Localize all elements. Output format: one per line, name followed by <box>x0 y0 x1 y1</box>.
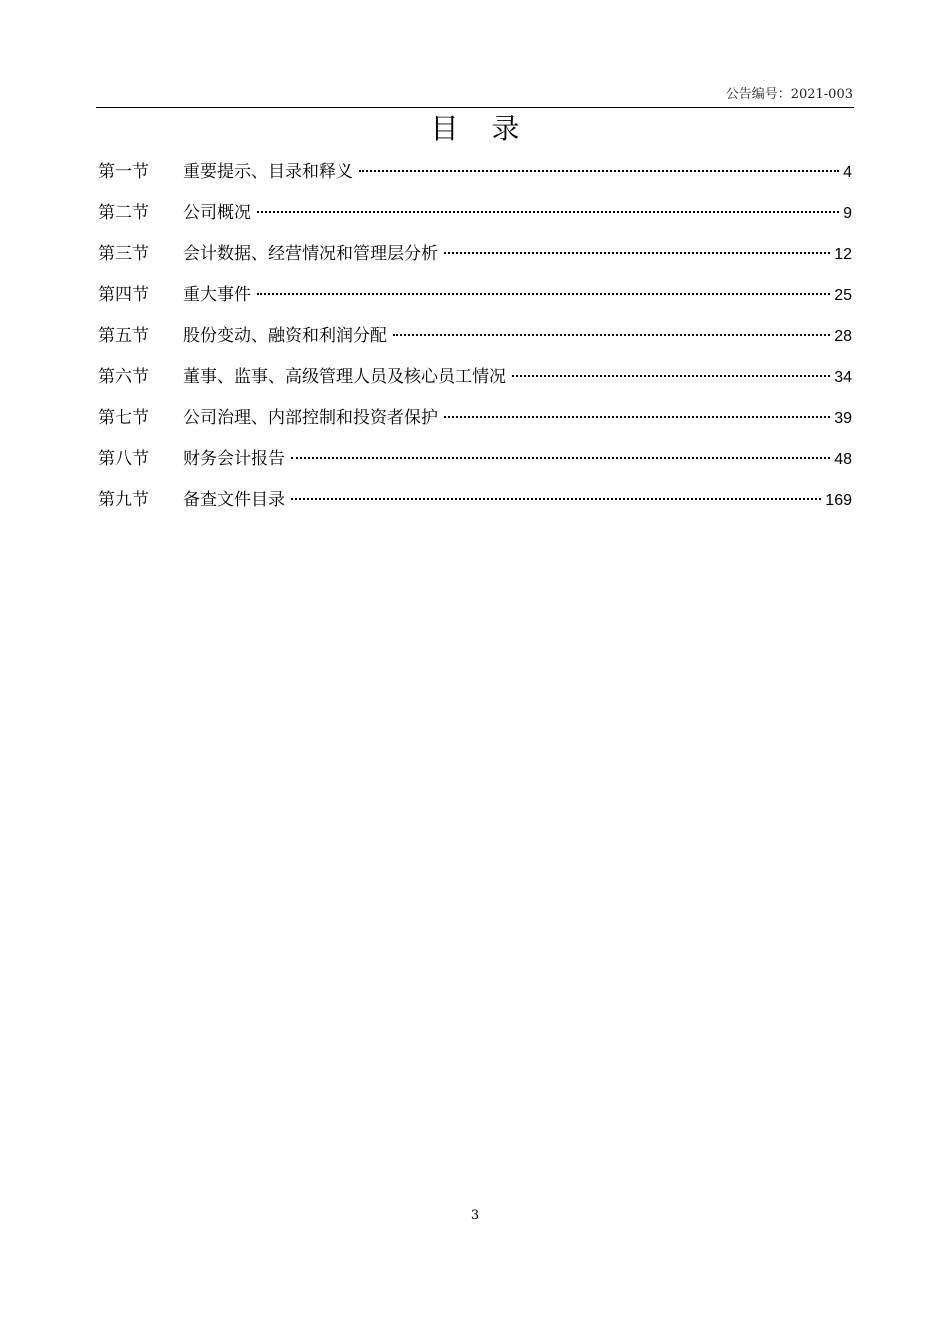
toc-section-label: 第三节 <box>98 244 149 264</box>
toc-title: 目 录 <box>430 112 532 145</box>
toc-item-3[interactable] <box>98 234 852 275</box>
header-rule <box>96 107 854 108</box>
toc-item-4[interactable] <box>98 275 852 316</box>
toc-item-6[interactable] <box>98 357 852 398</box>
toc-dot-leader <box>291 498 821 500</box>
toc-dot-leader <box>291 457 830 459</box>
toc-section-label: 第六节 <box>98 367 149 387</box>
toc-section-label: 第八节 <box>98 449 149 469</box>
toc-page-number: 39 <box>834 410 852 427</box>
toc-item-1[interactable] <box>98 152 852 193</box>
toc-dot-leader <box>257 211 839 213</box>
toc-page-number: 4 <box>843 164 852 181</box>
toc-page-number: 28 <box>834 328 852 345</box>
toc-section-title: 重大事件 <box>183 285 251 305</box>
toc-page-number: 34 <box>834 369 852 386</box>
toc-section-title: 公司概况 <box>183 203 251 223</box>
toc-section-label: 第五节 <box>98 326 149 346</box>
toc-section-title: 股份变动、融资和利润分配 <box>183 326 387 346</box>
toc-section-label: 第九节 <box>98 490 149 510</box>
toc-item-7[interactable] <box>98 398 852 439</box>
document-number: 公告编号：2021-003 <box>725 87 853 102</box>
toc-section-title: 重要提示、目录和释义 <box>183 162 353 182</box>
toc-page-number: 12 <box>834 246 852 263</box>
toc-dot-leader <box>444 416 830 418</box>
toc-dot-leader <box>444 252 830 254</box>
toc-dot-leader <box>359 170 839 172</box>
toc-item-9[interactable] <box>98 480 852 521</box>
toc-dot-leader <box>512 375 830 377</box>
toc-dot-leader <box>257 293 830 295</box>
toc-item-5[interactable] <box>98 316 852 357</box>
toc-page-number: 48 <box>834 451 852 468</box>
toc-item-8[interactable] <box>98 439 852 480</box>
toc-page-number: 169 <box>825 492 852 509</box>
toc-section-title: 财务会计报告 <box>183 449 285 469</box>
toc-item-2[interactable] <box>98 193 852 234</box>
toc-section-label: 第七节 <box>98 408 149 428</box>
toc-section-label: 第二节 <box>98 203 149 223</box>
toc-section-title: 公司治理、内部控制和投资者保护 <box>183 408 438 428</box>
toc-section-title: 会计数据、经营情况和管理层分析 <box>183 244 438 264</box>
toc-section-title: 备查文件目录 <box>183 490 285 510</box>
toc-section-label: 第四节 <box>98 285 149 305</box>
toc-dot-leader <box>393 334 830 336</box>
page-number: 3 <box>470 1208 480 1223</box>
toc-section-label: 第一节 <box>98 162 149 182</box>
table-of-contents <box>98 152 852 521</box>
toc-page-number: 9 <box>843 205 852 222</box>
toc-page-number: 25 <box>834 287 852 304</box>
toc-section-title: 董事、监事、高级管理人员及核心员工情况 <box>183 367 506 387</box>
